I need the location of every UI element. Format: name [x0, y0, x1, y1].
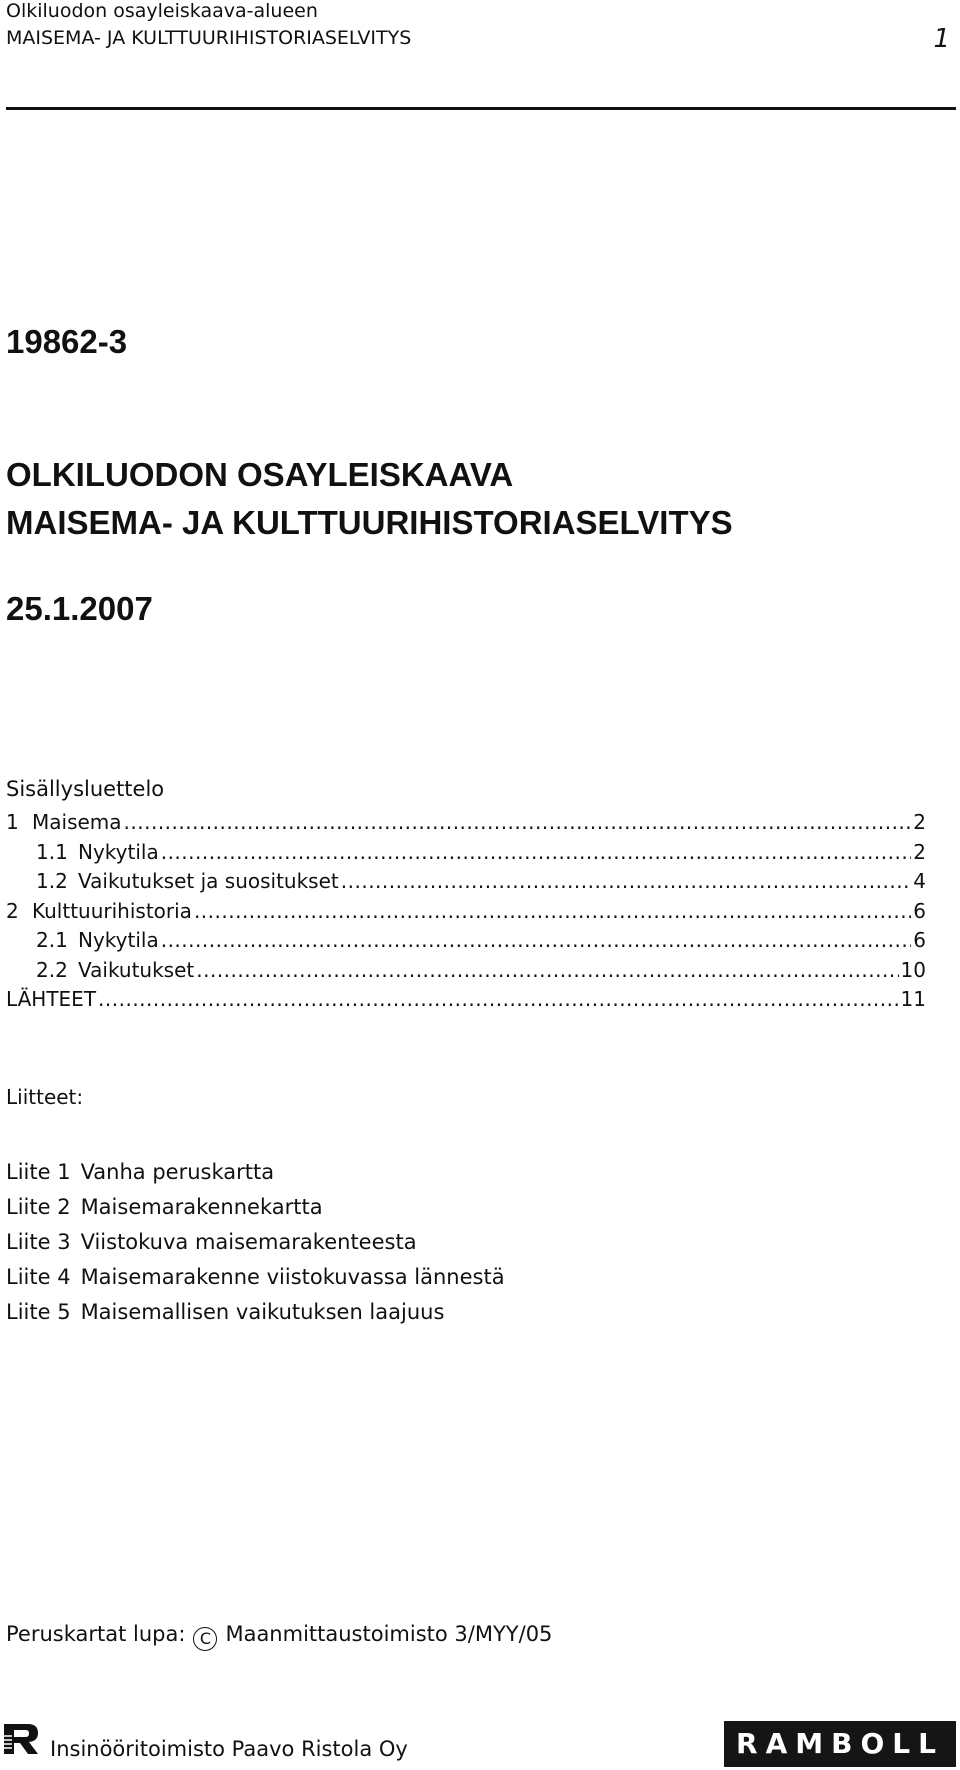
toc-item-number: 2.2 — [36, 957, 68, 982]
header-title: MAISEMA- JA KULTTUURIHISTORIASELVITYS — [6, 27, 412, 49]
toc-item-page: 10 — [900, 957, 926, 982]
appendix-id: Liite 1 — [6, 1160, 71, 1184]
toc-item-page: 11 — [900, 987, 926, 1011]
appendix-item — [6, 1155, 505, 1190]
toc-item-label: Kulttuurihistoria — [32, 898, 192, 923]
appendix-item — [6, 1260, 505, 1295]
appendix-id: Liite 3 — [6, 1230, 71, 1254]
appendix-item — [6, 1190, 505, 1225]
toc-item — [6, 985, 926, 1015]
appendix-id: Liite 4 — [6, 1265, 71, 1289]
toc-heading: Sisällysluettelo — [6, 777, 165, 801]
company-name: Insinööritoimisto Paavo Ristola Oy — [50, 1737, 408, 1761]
page-number: 1 — [933, 24, 950, 54]
toc-leader-dots — [161, 926, 912, 956]
appendix-label: Vanha peruskartta — [80, 1160, 275, 1184]
appendix-id: Liite 2 — [6, 1195, 71, 1219]
document-title-line-1: OLKILUODON OSAYLEISKAAVA — [6, 456, 514, 493]
toc-item-label: Maisema — [32, 810, 122, 834]
toc-item-label: Vaikutukset — [78, 957, 195, 982]
header-divider — [6, 107, 956, 110]
toc-item-number: 1.2 — [36, 869, 68, 893]
toc-item-page: 6 — [913, 928, 926, 952]
toc-leader-dots — [196, 956, 898, 986]
toc-item-label: Vaikutukset ja suositukset — [78, 869, 339, 893]
appendices-heading: Liitteet: — [6, 1085, 84, 1109]
appendix-item — [6, 1225, 505, 1260]
map-permit-note — [6, 1620, 552, 1651]
toc-leader-dots — [161, 838, 912, 868]
appendix-item — [6, 1295, 505, 1330]
document-number: 19862-3 — [6, 323, 128, 360]
appendix-label: Maisemallisen vaikutuksen laajuus — [80, 1300, 445, 1324]
toc-item — [6, 956, 926, 986]
document-title-line-2: MAISEMA- JA KULTTUURIHISTORIASELVITYS — [6, 504, 733, 541]
ramboll-logo — [724, 1721, 956, 1767]
ramboll-logo-text: RAMBOLL — [736, 1727, 944, 1760]
toc-item-number: 1 — [6, 810, 19, 834]
toc-leader-dots — [124, 808, 912, 838]
toc-leader-dots — [194, 897, 911, 927]
toc-item-number: 2 — [6, 898, 19, 923]
toc-item-page: 4 — [913, 869, 926, 893]
toc-leader-dots — [98, 985, 899, 1015]
appendix-label: Maisemarakenne viistokuvassa lännestä — [80, 1265, 505, 1289]
toc-item — [6, 926, 926, 956]
toc-item-page: 6 — [913, 898, 926, 923]
appendix-label: Maisemarakennekartta — [80, 1195, 323, 1219]
appendix-label: Viistokuva maisemarakenteesta — [80, 1230, 417, 1254]
toc-item-page: 2 — [913, 810, 926, 834]
ristola-r-logo-icon — [2, 1722, 40, 1756]
toc-item-label: LÄHTEET — [6, 987, 97, 1011]
toc-item-label: Nykytila — [78, 928, 159, 952]
appendices-list — [6, 1155, 505, 1330]
table-of-contents — [6, 808, 926, 1015]
permit-prefix: Peruskartat lupa: — [6, 1622, 186, 1646]
document-date: 25.1.2007 — [6, 590, 153, 627]
header-subtitle: Olkiluodon osayleiskaava-alueen — [6, 0, 318, 22]
copyright-icon: C — [193, 1627, 217, 1651]
toc-item — [6, 867, 926, 897]
toc-item — [6, 838, 926, 868]
toc-item — [6, 897, 926, 927]
toc-item-label: Nykytila — [78, 839, 159, 864]
permit-text: Maanmittaustoimisto 3/MYY/05 — [225, 1622, 553, 1646]
toc-leader-dots — [341, 867, 912, 897]
toc-item-number: 2.1 — [36, 928, 68, 952]
toc-item-number: 1.1 — [36, 839, 68, 864]
appendix-id: Liite 5 — [6, 1300, 71, 1324]
toc-item-page: 2 — [913, 839, 926, 864]
toc-item — [6, 808, 926, 838]
